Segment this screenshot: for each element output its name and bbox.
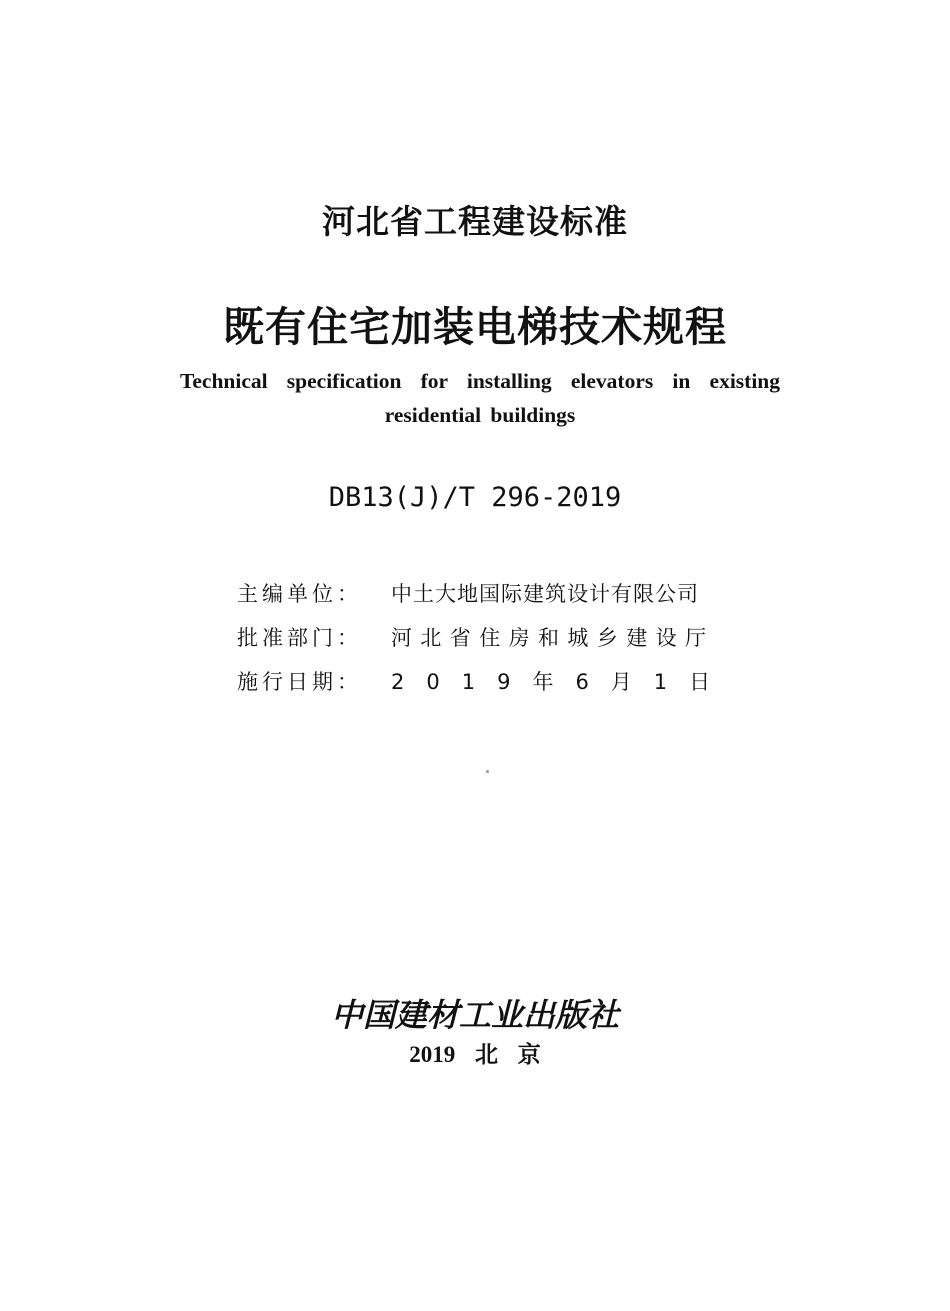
scan-speck [486,770,489,773]
editor-value: 中土大地国际建筑设计有限公司 [391,582,699,606]
approver-label: 批准部门： [237,626,362,650]
info-row-editor [237,578,733,608]
title-english-line1: Technical specification for installing elevators in existing [180,369,780,393]
effective-date-label: 施行日期： [237,670,362,694]
title-english-line2: residential buildings [384,403,576,427]
editor-label: 主编单位： [237,582,362,606]
approver-value: 河北省住房和城乡建设厅 [391,626,715,650]
effective-date-value: 2019年6月1日 [391,670,733,694]
standard-code: DB13(J)/T 296-2019 [328,482,622,513]
info-row-effective-date [237,666,733,696]
publisher-logo-text: 中国建材工业出版社 [330,996,619,1034]
publisher-year-city: 2019 北 京 [409,1042,541,1067]
title-chinese: 既有住宅加装电梯技术规程 [223,303,727,351]
info-row-approver [237,622,733,652]
title-english [180,364,780,432]
series-heading: 河北省工程建设标准 [322,202,628,241]
